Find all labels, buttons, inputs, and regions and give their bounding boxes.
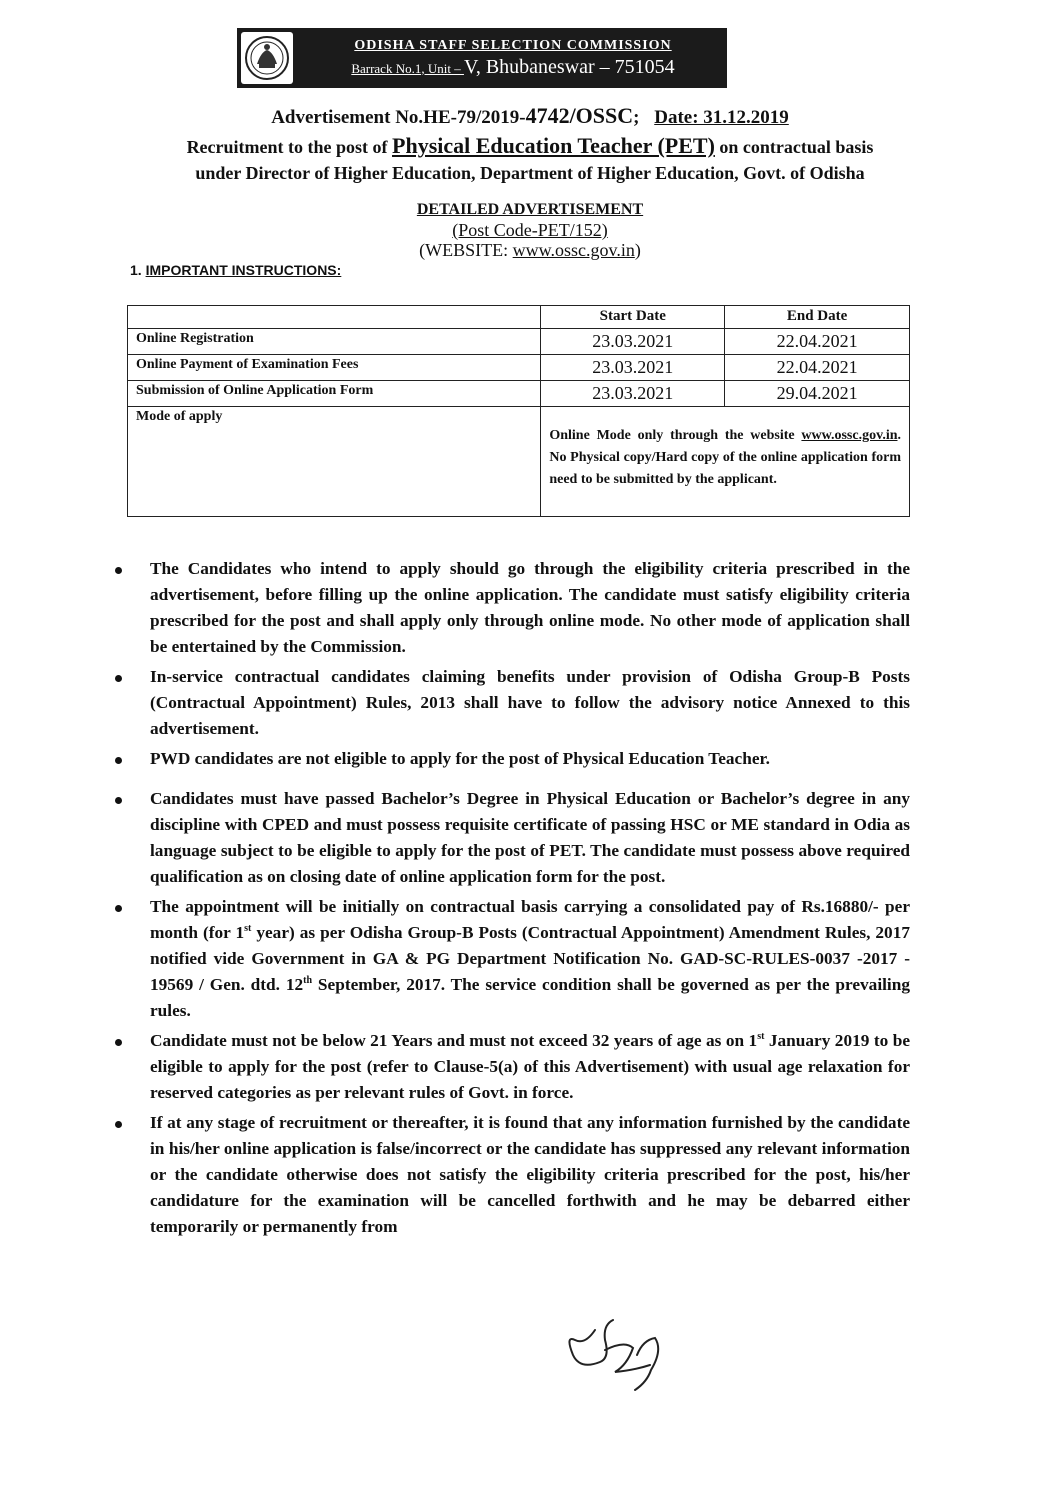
list-item: If at any stage of recruitment or thereafter, it is found that any information furnished by the candidate in his/her online application is false/incorrect or the candidate has suppressed any relevant information or the candidate otherwise does not satisfy the eligibility criteria prescribed for the post, his/her candidature for the examination will be cancelled forthwith and he may be debarred either temporarily or permanently from	[115, 1110, 910, 1240]
table-header-end-date: End Date	[725, 306, 910, 329]
table-row	[128, 355, 910, 381]
table-row-mode-of-apply	[128, 407, 910, 517]
commission-address: Barrack No.1, Unit – V, Bhubaneswar – 751054	[351, 55, 675, 78]
bullet-icon	[115, 567, 122, 574]
table-header-start-date: Start Date	[541, 306, 725, 329]
post-code: (Post Code-PET/152)	[452, 220, 608, 240]
mode-website-link: www.ossc.gov.in	[801, 428, 898, 443]
recruitment-heading: Recruitment to the post of Physical Education Teacher (PET) on contractual basis under Director of Higher Education, Department of Higher Education, Govt. of Odisha	[186, 133, 874, 183]
instructions-list	[115, 556, 910, 1244]
list-item: The appointment will be initially on contractual basis carrying a consolidated pay of Rs.16880/- per month (for 1st year) as per Odisha Group-B Posts (Contractual Appointment) Amendment Rules, 2017 notified vide Government in GA & PG Department Notification No. GAD-SC-RULES-0037 -2017 - 19569 / Gen. dtd. 12th September, 2017. The service condition shall be governed as per the prevailing rules.	[115, 894, 910, 1024]
bullet-icon	[115, 757, 122, 764]
table-header-row	[128, 306, 910, 329]
list-item: The Candidates who intend to apply should go through the eligibility criteria prescribed in the advertisement, before filling up the online application. The candidate must satisfy eligibility criteria prescribed for the post and shall apply only through online mode. No other mode of application shall be entertained by the Commission.	[115, 556, 910, 660]
table-row	[128, 381, 910, 407]
row-end-date: 29.04.2021	[725, 381, 910, 407]
header-banner	[237, 28, 727, 88]
bullet-icon	[115, 905, 122, 912]
advertisement-date: Date: 31.12.2019	[654, 107, 789, 128]
website-link: www.ossc.gov.in	[512, 240, 635, 260]
table-row	[128, 329, 910, 355]
state-emblem-icon	[241, 32, 293, 84]
bullet-icon	[115, 1121, 122, 1128]
row-start-date: 23.03.2021	[541, 381, 725, 407]
row-end-date: 22.04.2021	[725, 329, 910, 355]
signature-icon	[555, 1310, 675, 1400]
mode-label: Mode of apply	[128, 407, 541, 517]
section-heading: 1. IMPORTANT INSTRUCTIONS:	[130, 262, 342, 278]
mode-description: Online Mode only through the website www.ossc.gov.in. No Physical copy/Hard copy of the online application form need to be submitted by the applicant.	[541, 407, 910, 517]
row-label: Online Payment of Examination Fees	[128, 355, 541, 381]
bullet-icon	[115, 675, 122, 682]
table-header-blank	[128, 306, 541, 329]
list-item: In-service contractual candidates claiming benefits under provision of Odisha Group-B Posts (Contractual Appointment) Rules, 2013 shall have to follow the advisory notice Annexed to this advertisement.	[115, 664, 910, 742]
list-item: PWD candidates are not eligible to apply for the post of Physical Education Teacher.	[115, 746, 910, 772]
row-start-date: 23.03.2021	[541, 355, 725, 381]
website-line: (WEBSITE: www.ossc.gov.in)	[419, 240, 641, 260]
row-start-date: 23.03.2021	[541, 329, 725, 355]
list-item: Candidate must not be below 21 Years and must not exceed 32 years of age as on 1st January 2019 to be eligible to apply for the post (refer to Clause-5(a) of this Advertisement) with usual age relaxation for reserved categories as per relevant rules of Govt. in force.	[115, 1028, 910, 1106]
row-end-date: 22.04.2021	[725, 355, 910, 381]
advertisement-number: Advertisement No.HE-79/2019-4742/OSSC; Date: 31.12.2019	[271, 103, 789, 128]
post-name: Physical Education Teacher (PET)	[392, 133, 715, 158]
commission-name: ODISHA STAFF SELECTION COMMISSION	[354, 37, 672, 53]
row-label: Submission of Online Application Form	[128, 381, 541, 407]
row-label: Online Registration	[128, 329, 541, 355]
bullet-icon	[115, 1039, 122, 1046]
list-item: Candidates must have passed Bachelor’s Degree in Physical Education or Bachelor’s degree in any discipline with CPED and must possess requisite certificate of passing HSC or ME standard in Odia as language subject to be eligible to apply for the post of PET. The candidate must possess above required qualification as on closing date of online application form for the post.	[115, 786, 910, 890]
important-dates-table	[127, 305, 910, 517]
bullet-icon	[115, 797, 122, 804]
detailed-advertisement-heading: DETAILED ADVERTISEMENT (Post Code-PET/152) (WEBSITE: www.ossc.gov.in)	[0, 200, 1060, 260]
